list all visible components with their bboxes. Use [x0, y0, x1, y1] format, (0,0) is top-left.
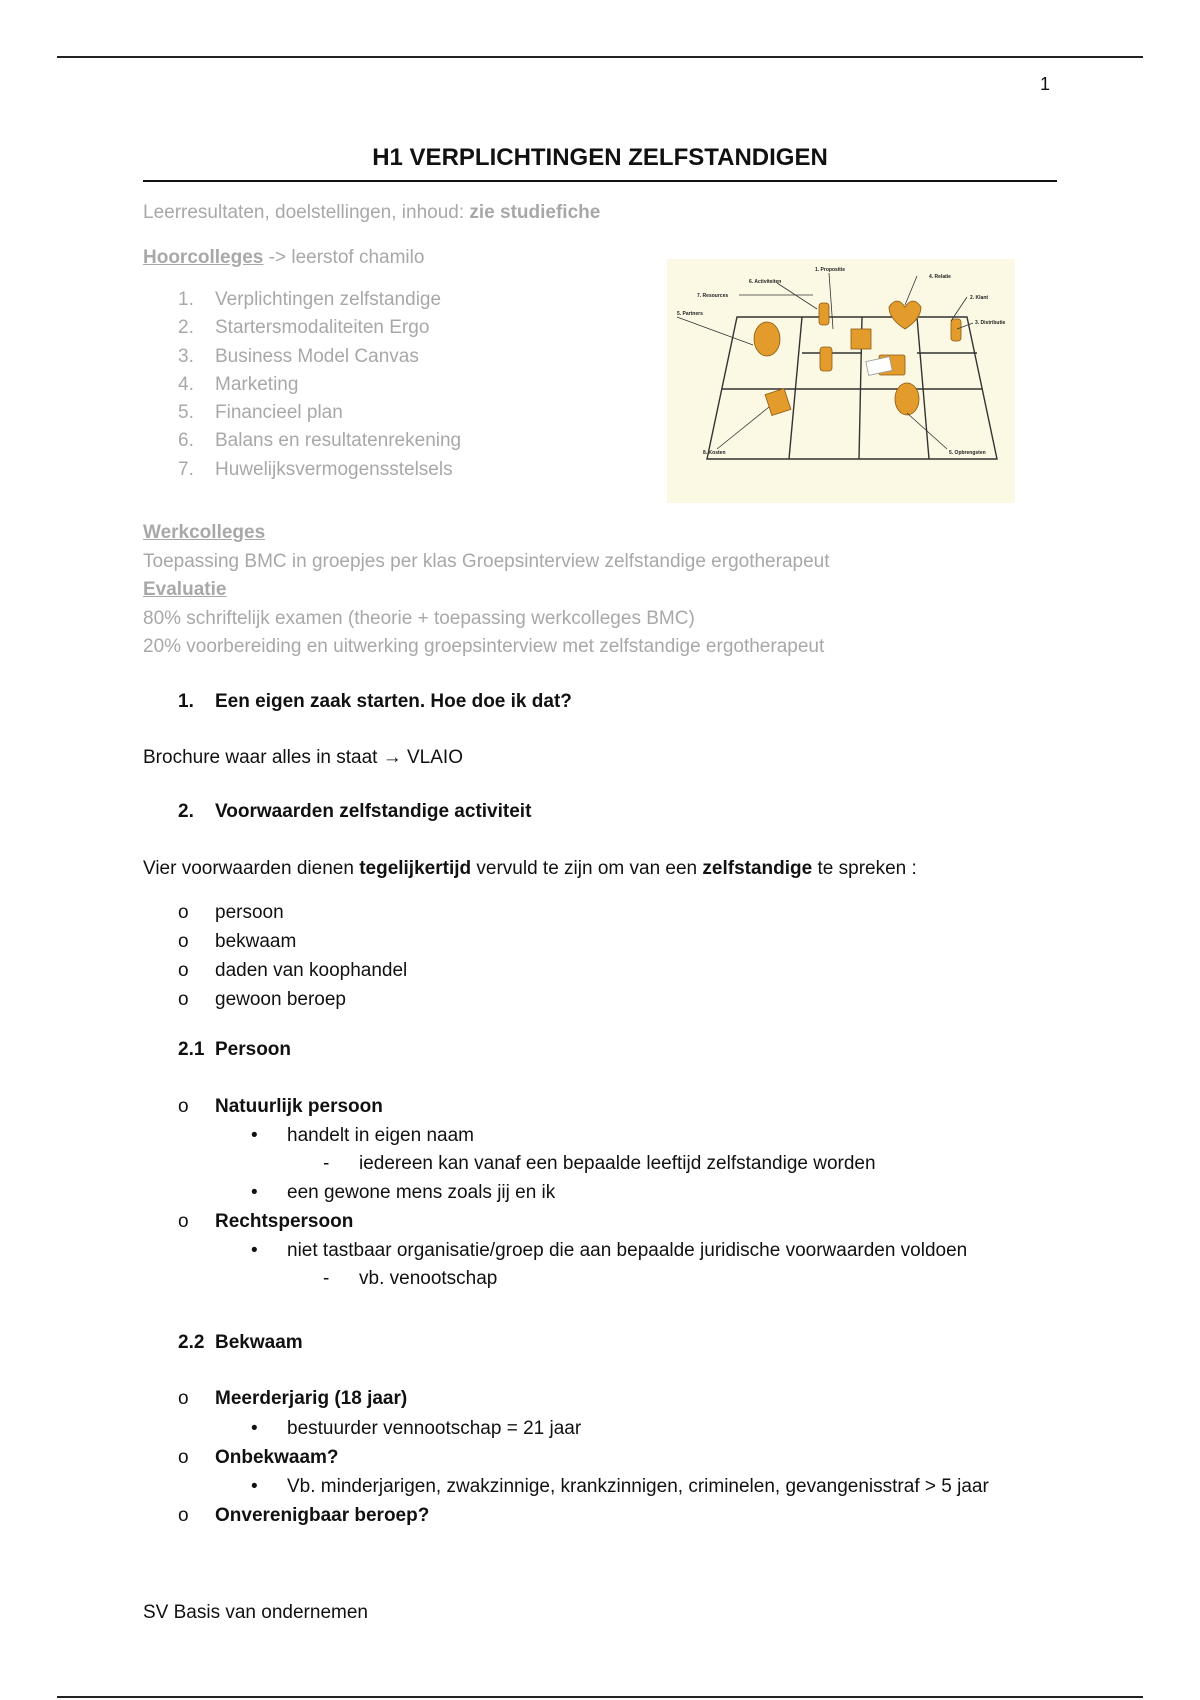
list-text: Onverenigbaar beroep? — [215, 1505, 430, 1526]
page-title: H1 VERPLICHTINGEN ZELFSTANDIGEN — [372, 144, 828, 171]
circle-bullet-icon: o — [178, 1505, 189, 1526]
onverenigbaar-item — [178, 1505, 429, 1527]
bmc-illustration — [667, 259, 1015, 503]
conditions-list — [178, 902, 407, 1018]
page-footer: SV Basis van ondernemen — [143, 1602, 368, 1623]
list-text: Financieel plan — [215, 402, 343, 424]
natuurlijk-persoon-sub-2 — [251, 1182, 555, 1204]
list-item — [178, 902, 407, 931]
list-text: Balans en resultatenrekening — [215, 430, 462, 452]
sentence-bold: tegelijkertijd — [359, 858, 472, 879]
arrow-right-icon: → — [382, 747, 402, 768]
disc-bullet-icon: • — [251, 1182, 258, 1203]
section-number: 1. — [178, 691, 194, 712]
sentence-bold: zelfstandige — [702, 858, 813, 879]
onbekwaam-sub-1 — [251, 1476, 989, 1498]
list-item — [178, 289, 461, 317]
circle-bullet-icon: o — [178, 1447, 189, 1468]
list-text: bestuurder vennootschap = 21 jaar — [287, 1418, 582, 1439]
section-2-2-heading — [178, 1332, 303, 1354]
bmc-label-resources: 7. Resources — [697, 293, 729, 299]
circle-bullet-icon: o — [178, 989, 189, 1010]
list-text: Rechtspersoon — [215, 1211, 354, 1232]
list-item — [178, 931, 407, 960]
list-text: Meerderjarig (18 jaar) — [215, 1388, 408, 1409]
list-text: Startersmodaliteiten Ergo — [215, 317, 430, 339]
circle-bullet-icon: o — [178, 931, 189, 952]
circle-bullet-icon: o — [178, 1388, 189, 1409]
section-heading-text: Bekwaam — [215, 1332, 303, 1353]
list-item — [178, 317, 461, 345]
hoorcolleges-list — [178, 289, 461, 487]
evaluatie-line-2: 20% voorbereiding en uitwerking groepsinterview met zelfstandige ergotherapeut — [143, 636, 825, 657]
brochure-text: Brochure waar alles in staat — [143, 747, 383, 768]
meerderjarig-sub-1 — [251, 1418, 581, 1440]
werkcolleges-label — [143, 522, 265, 544]
list-text: Onbekwaam? — [215, 1447, 339, 1468]
bmc-label-klant: 2. Klant — [970, 295, 989, 301]
studiefiche-link[interactable]: zie studiefiche — [469, 202, 601, 223]
disc-bullet-icon: • — [251, 1476, 258, 1497]
section-1-heading — [178, 691, 572, 713]
sentence-part: Vier voorwaarden dienen — [143, 858, 360, 879]
circle-bullet-icon: o — [178, 902, 189, 923]
section-number: 2.1 — [178, 1039, 205, 1060]
vlaio-text: VLAIO — [401, 747, 463, 768]
list-number: 3. — [178, 345, 194, 367]
list-item — [178, 346, 461, 374]
business-model-canvas-image — [667, 259, 1015, 503]
bmc-label-activiteiten: 6. Activiteiten — [749, 279, 782, 285]
list-text: persoon — [215, 902, 284, 923]
section-1-text — [143, 747, 463, 769]
disc-bullet-icon: • — [251, 1418, 258, 1439]
hoorcolleges-suffix: -> leerstof chamilo — [263, 247, 425, 268]
list-text: gewoon beroep — [215, 989, 346, 1010]
list-text: niet tastbaar organisatie/groep die aan bepaalde juridische voorwaarden voldoen — [287, 1240, 968, 1261]
sentence-part: te spreken : — [812, 858, 917, 879]
list-text: Huwelijksvermogensstelsels — [215, 458, 453, 480]
bmc-label-kosten: 8. Kosten — [703, 450, 726, 456]
circle-bullet-icon: o — [178, 1211, 189, 1232]
title-underline — [143, 180, 1057, 182]
list-text: Business Model Canvas — [215, 345, 419, 367]
bmc-label-partners: 5. Partners — [677, 311, 703, 317]
section-heading-text: Voorwaarden zelfstandige activiteit — [215, 801, 532, 822]
page-number: 1 — [1040, 74, 1051, 94]
section-2-1-heading — [178, 1039, 291, 1061]
list-item — [178, 989, 407, 1018]
evaluatie-heading: Evaluatie — [143, 579, 227, 600]
section-heading-text: Een eigen zaak starten. Hoe doe ik dat? — [215, 691, 572, 712]
list-number: 1. — [178, 289, 194, 310]
list-item — [178, 430, 461, 458]
section-number: 2.2 — [178, 1332, 205, 1353]
meerderjarig-item — [178, 1388, 407, 1410]
bmc-label-opbrengsten: 5. Opbrengsten — [949, 450, 986, 456]
section-heading-text: Persoon — [215, 1039, 292, 1060]
hoorcolleges-line — [143, 247, 424, 269]
sentence-part: vervuld te zijn om van een — [471, 858, 703, 879]
bmc-label-relatie: 4. Relatie — [929, 274, 951, 280]
list-number: 2. — [178, 317, 194, 339]
onbekwaam-item — [178, 1447, 339, 1469]
list-text: handelt in eigen naam — [287, 1125, 474, 1146]
evaluatie-label — [143, 579, 226, 601]
werkcolleges-heading: Werkcolleges — [143, 522, 266, 543]
evaluatie-line-1: 80% schriftelijk examen (theorie + toepassing werkcolleges BMC) — [143, 608, 695, 629]
section-2-sentence — [143, 858, 917, 880]
list-item — [178, 960, 407, 989]
natuurlijk-persoon-sub-1 — [251, 1125, 474, 1147]
list-text: iedereen kan vanaf een bepaalde leeftijd zelfstandige worden — [359, 1153, 876, 1174]
top-page-rule — [57, 56, 1143, 58]
list-text: Marketing — [215, 373, 299, 395]
disc-bullet-icon: • — [251, 1240, 258, 1261]
circle-bullet-icon: o — [178, 960, 189, 981]
list-number: 5. — [178, 402, 194, 424]
bmc-label-distributie: 3. Distributie — [975, 320, 1006, 326]
list-text: Natuurlijk persoon — [215, 1096, 383, 1117]
hoorcolleges-label: Hoorcolleges — [143, 247, 264, 268]
dash-bullet-icon: - — [323, 1153, 330, 1174]
list-text: een gewone mens zoals jij en ik — [287, 1182, 556, 1203]
list-number: 6. — [178, 430, 194, 452]
bmc-label-propositie: 1. Propositie — [815, 267, 846, 273]
dash-bullet-icon: - — [323, 1268, 330, 1289]
rechtspersoon-sub-1-detail — [323, 1268, 497, 1290]
section-2-heading — [178, 801, 531, 823]
list-text: Verplichtingen zelfstandige — [215, 289, 442, 310]
list-item — [178, 459, 461, 487]
circle-bullet-icon: o — [178, 1096, 189, 1117]
list-text: vb. venootschap — [359, 1268, 498, 1289]
list-item — [178, 374, 461, 402]
list-text: Vb. minderjarigen, zwakzinnige, krankzinnigen, criminelen, gevangenisstraf > 5 jaar — [287, 1476, 989, 1497]
section-number: 2. — [178, 801, 194, 822]
list-number: 4. — [178, 373, 194, 395]
list-item — [178, 402, 461, 430]
list-text: bekwaam — [215, 931, 297, 952]
list-number: 7. — [178, 458, 194, 480]
natuurlijk-persoon-sub-1-detail — [323, 1153, 876, 1175]
bottom-page-rule — [57, 1696, 1143, 1698]
leerresultaten-line — [143, 202, 600, 224]
rechtspersoon-item — [178, 1211, 353, 1233]
werkcolleges-text: Toepassing BMC in groepjes per klas Groepsinterview zelfstandige ergotherapeut — [143, 551, 830, 572]
leerresultaten-prefix: Leerresultaten, doelstellingen, inhoud: — [143, 202, 470, 223]
natuurlijk-persoon-item — [178, 1096, 383, 1118]
disc-bullet-icon: • — [251, 1125, 258, 1146]
rechtspersoon-sub-1 — [251, 1240, 967, 1262]
list-text: daden van koophandel — [215, 960, 408, 981]
